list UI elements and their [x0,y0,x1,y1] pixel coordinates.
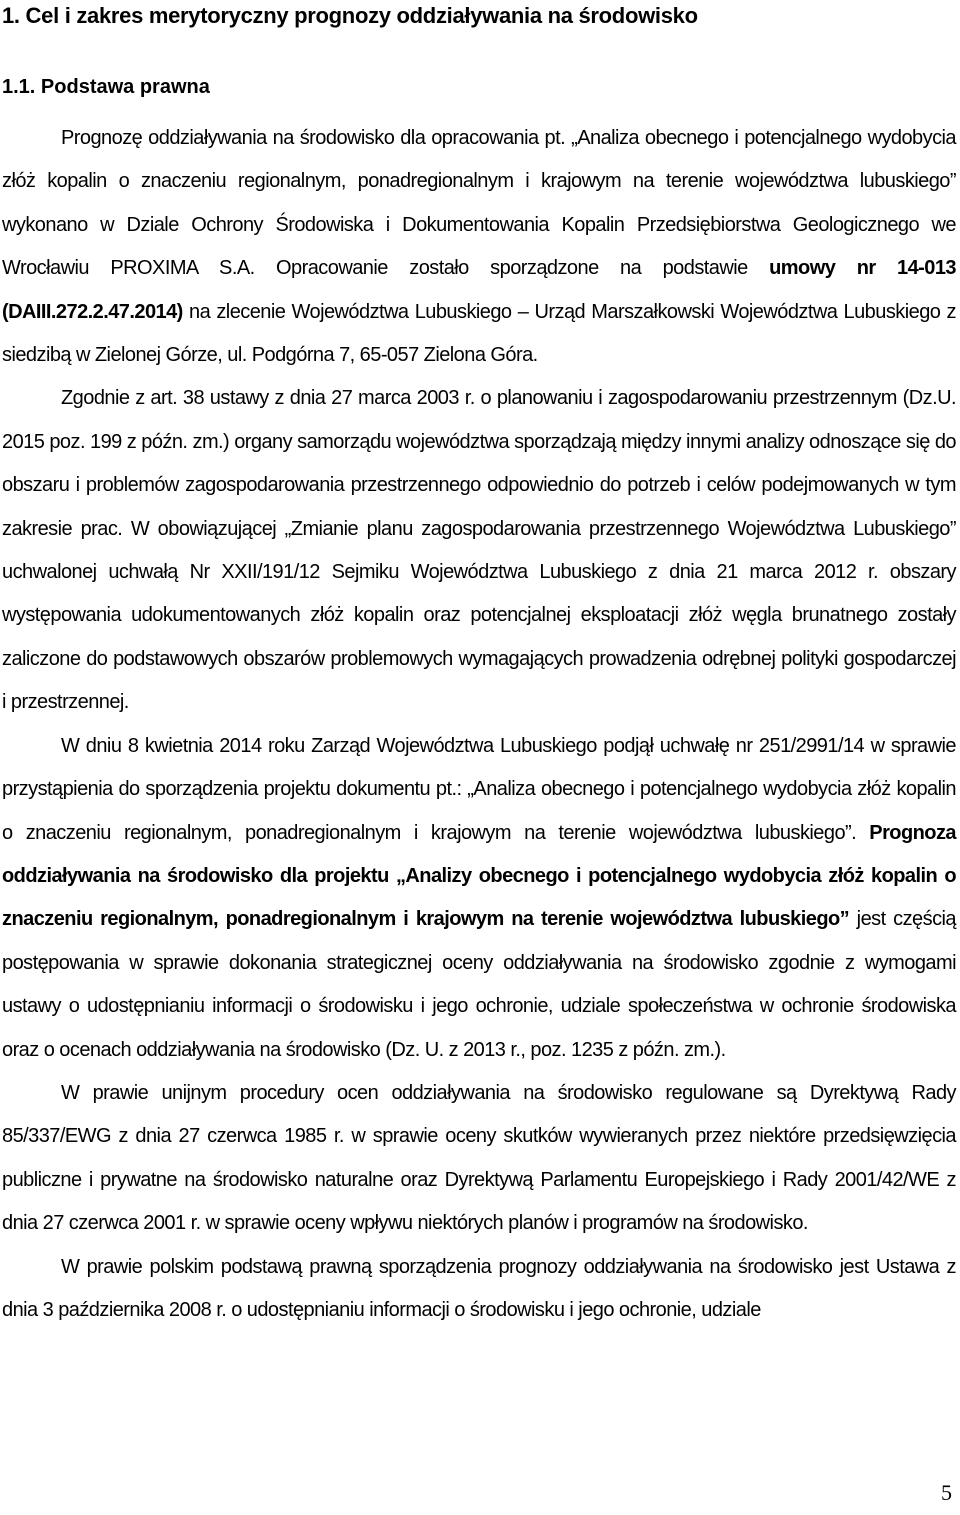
page-number: 5 [941,1480,952,1505]
body-text [2,117,956,1332]
paragraph-1-text-b: na zlecenie Województwa Lubuskiego – Urząd Marszałkowski Województwa Lubuskiego z siedzibą w Zielonej Górze, ul. Podgórna 7, 65-057 Zielona Góra. [2,300,956,367]
paragraph-2: Zgodnie z art. 38 ustawy z dnia 27 marca 2003 r. o planowaniu i zagospodarowaniu przestrzennym (Dz.U. 2015 poz. 199 z późn. zm.) organy samorządu województwa sporządzają między innymi analizy odnoszące się do obszaru i problemów zagospodarowania przestrzennego odpowiednio do potrzeb i celów podejmowanych w tym zakresie prac. W obowiązującej „Zmianie planu zagospodarowania przestrzennego Województwa Lubuskiego” uchwalonej uchwałą Nr XXII/191/12 Sejmiku Województwa Lubuskiego z dnia 21 marca 2012 r. obszary występowania udokumentowanych złóż kopalin oraz potencjalnej eksploatacji złóż węgla brunatnego zostały zaliczone do podstawowych obszarów problemowych wymagających prowadzenia odrębnej polityki gospodarczej i przestrzennej. [2,387,956,714]
paragraph-3-text-a: W dniu 8 kwietnia 2014 roku Zarząd Województwa Lubuskiego podjął uchwałę nr 251/2991/14 w sprawie przystąpienia do sporządzenia projektu dokumentu pt.: „Analiza obecnego i potencjalnego wydobycia złóż kopalin o znaczeniu regionalnym, ponadregionalnym i krajowym na terenie województwa lubuskiego”. [2,734,956,844]
paragraph-3 [2,725,956,1072]
forecast-title-bold: Prognoza oddziaływania na środowisko dla projektu „Analizy obecnego i potencjalnego wydobycia złóż kopalin o znaczeniu regionalnym, ponadregionalnym i krajowym na terenie województwa lubuskiego” [2,821,956,931]
section-heading: 1. Cel i zakres merytoryczny prognozy oddziaływania na środowisko [2,3,698,28]
paragraph-1-text-a: Prognozę oddziaływania na środowisko dla opracowania pt. „Analiza obecnego i potencjalnego wydobycia złóż kopalin o znaczeniu regionalnym, ponadregionalnym i krajowym na terenie województwa lubuskiego” wykonano w Dziale Ochrony Środowiska i Dokumentowania Kopalin Przedsiębiorstwa Geologicznego we Wrocławiu PROXIMA S.A. Opracowanie zostało sporządzone na podstawie [2,127,956,280]
subsection-heading: 1.1. Podstawa prawna [2,76,210,98]
paragraph-3-text-b: jest częścią postępowania w sprawie dokonania strategicznej oceny oddziaływania na środowisko zgodnie z wymogami ustawy o udostępnianiu informacji o środowisku i jego ochronie, udziale społeczeństwa w ochronie środowiska oraz o ocenach oddziaływania na środowisko (Dz. U. z 2013 r., poz. 1235 z późn. zm.). [2,908,956,1061]
paragraph-4: W prawie unijnym procedury ocen oddziaływania na środowisko regulowane są Dyrektywą Rady 85/337/EWG z dnia 27 czerwca 1985 r. w sprawie oceny skutków wywieranych przez niektóre przedsięwzięcia publiczne i prywatne na środowisko naturalne oraz Dyrektywą Parlamentu Europejskiego i Rady 2001/42/WE z dnia 27 czerwca 2001 r. w sprawie oceny wpływu niektórych planów i programów na środowisko. [2,1081,956,1235]
paragraph-5: W prawie polskim podstawą prawną sporządzenia prognozy oddziaływania na środowisko jest Ustawa z dnia 3 października 2008 r. o udostępnianiu informacji o środowisku i jego ochronie, udziale [2,1255,956,1321]
paragraph-1 [2,117,956,377]
contract-number: umowy nr 14-013 (DAIII.272.2.47.2014) [2,257,956,323]
